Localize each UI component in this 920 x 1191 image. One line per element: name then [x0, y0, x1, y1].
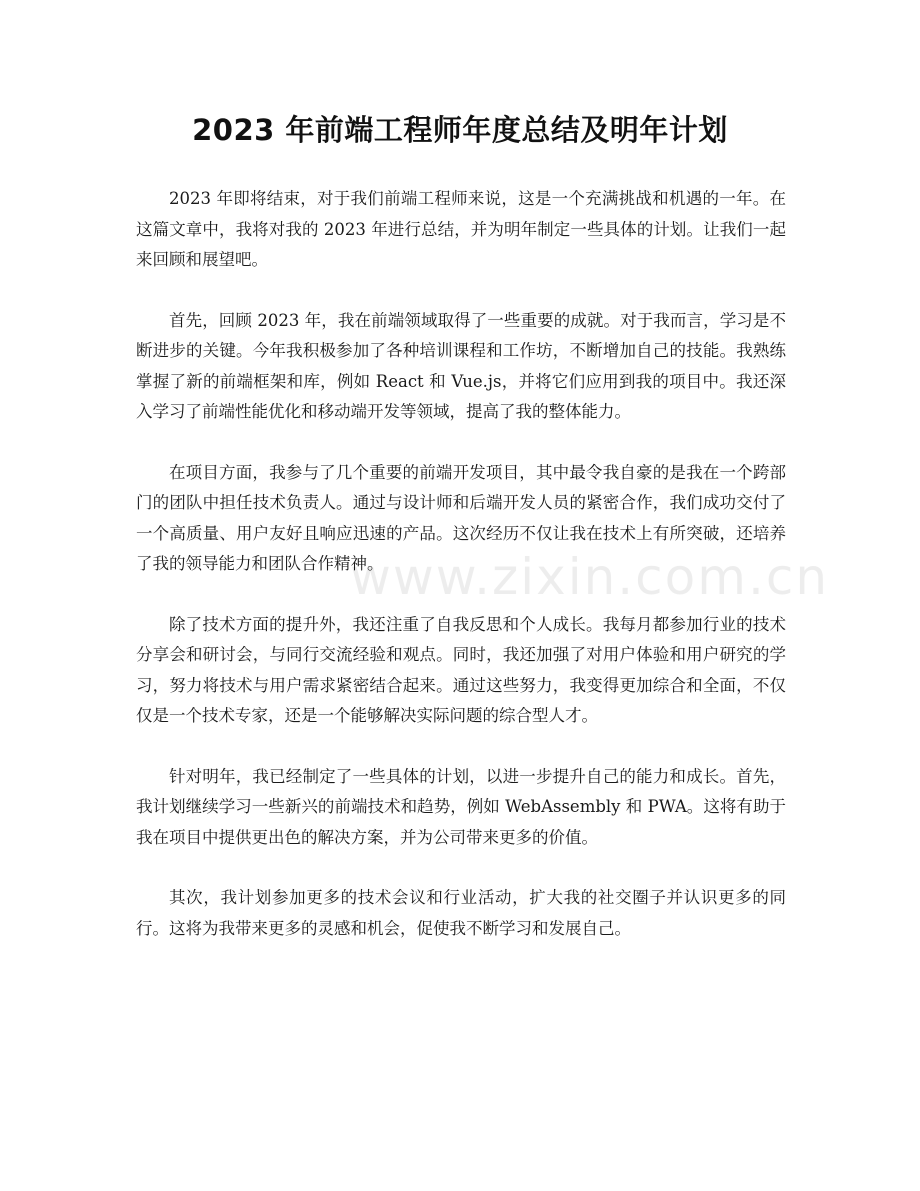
- paragraph-networking-plan: 其次，我计划参加更多的技术会议和行业活动，扩大我的社交圈子并认识更多的同行。这将为我带来更多的灵感和机会，促使我不断学习和发展自己。: [136, 888, 786, 938]
- paragraph-next-year-plan: 针对明年，我已经制定了一些具体的计划，以进一步提升自己的能力和成长。首先，我计划继续学习一些新兴的前端技术和趋势，例如 WebAssembly 和 PWA。这将有助于我在项目中提供更出色的解决方案，并为公司带来更多的价值。: [136, 766, 786, 847]
- paragraph-growth: 除了技术方面的提升外，我还注重了自我反思和个人成长。我每月都参加行业的技术分享会和研讨会，与同行交流经验和观点。同时，我还加强了对用户体验和用户研究的学习，努力将技术与用户需求紧密结合起来。通过这些努力，我变得更加综合和全面，不仅仅是一个技术专家，还是一个能够解决实际问题的综合型人才。: [136, 614, 786, 725]
- paragraph-achievements: 首先，回顾 2023 年，我在前端领域取得了一些重要的成就。对于我而言，学习是不断进步的关键。今年我积极参加了各种培训课程和工作坊，不断增加自己的技能。我熟练掌握了新的前端框架和库，例如 React 和 Vue.js，并将它们应用到我的项目中。我还深入学习了前端性能优化和移动端开发等领域，提高了我的整体能力。: [136, 310, 786, 421]
- paragraph-intro: 2023 年即将结束，对于我们前端工程师来说，这是一个充满挑战和机遇的一年。在这篇文章中，我将对我的 2023 年进行总结，并为明年制定一些具体的计划。让我们一起来回顾和展望吧。: [136, 189, 786, 269]
- document-body: [136, 184, 786, 974]
- document-title: 2023 年前端工程师年度总结及明年计划: [192, 113, 728, 147]
- paragraph-projects: 在项目方面，我参与了几个重要的前端开发项目，其中最令我自豪的是我在一个跨部门的团队中担任技术负责人。通过与设计师和后端开发人员的紧密合作，我们成功交付了一个高质量、用户友好且响应迅速的产品。这次经历不仅让我在技术上有所突破，还培养了我的领导能力和团队合作精神。: [136, 462, 786, 573]
- watermark: www.zixin.com.cn: [350, 548, 830, 606]
